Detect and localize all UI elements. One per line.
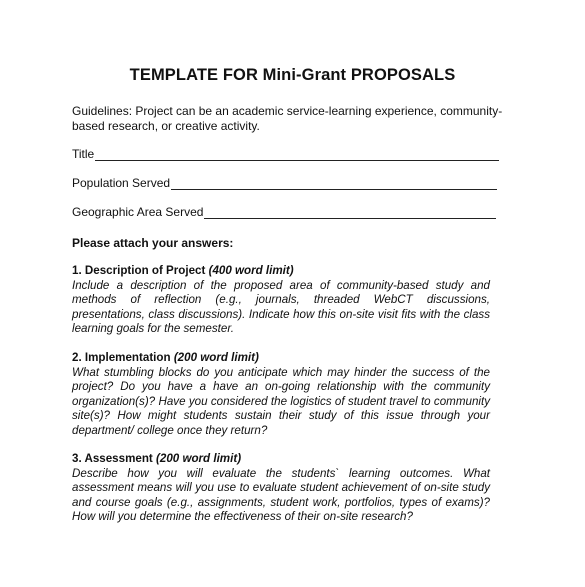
title-field-label: Title bbox=[72, 147, 95, 161]
section-body: Describe how you will evaluate the students` learning outcomes. What assessment means will you use to evaluate student achievement of on-site study and course goals (e.g., assignments, student work, portfolios, types of exams)? How will you determine the effectiveness of their on-site research? bbox=[72, 466, 490, 524]
geographic-field bbox=[72, 205, 496, 219]
section-heading-text: 3. Assessment bbox=[72, 452, 153, 465]
section-description bbox=[72, 264, 490, 337]
section-body: What stumbling blocks do you anticipate which may hinder the success of the project? Do you have a have an on-going relationship with the community organization(s)? Have you considered the logistics of student travel to community site(s)? How might students sustain their study of this issue through your department/ college once they return? bbox=[72, 365, 490, 437]
title-field-line bbox=[95, 149, 499, 161]
section-heading-text: 1. Description of Project bbox=[72, 264, 206, 277]
section-heading bbox=[72, 264, 490, 279]
geographic-field-label: Geographic Area Served bbox=[72, 205, 204, 219]
title-field bbox=[72, 147, 499, 161]
population-field-label: Population Served bbox=[72, 176, 171, 190]
section-word-limit: (400 word limit) bbox=[208, 264, 294, 277]
population-field-line bbox=[171, 178, 497, 190]
attach-heading: Please attach your answers: bbox=[72, 236, 234, 250]
population-field bbox=[72, 176, 497, 190]
document-title: TEMPLATE FOR Mini-Grant PROPOSALS bbox=[129, 66, 456, 84]
section-word-limit: (200 word limit) bbox=[156, 452, 242, 465]
guidelines-text: Guidelines: Project can be an academic service-learning experience, community-based research, or creative activity. bbox=[72, 104, 503, 133]
section-implementation bbox=[72, 351, 490, 439]
section-body: Include a description of the proposed area of community-based study and methods of reflection (e.g., journals, threaded WebCT discussions, presentations, class discussions). Indicate how this on-site visit fits with the class learning goals for the semester. bbox=[72, 278, 490, 336]
section-assessment bbox=[72, 452, 490, 525]
section-heading-text: 2. Implementation bbox=[72, 351, 171, 364]
section-heading bbox=[72, 452, 490, 467]
geographic-field-line bbox=[204, 207, 496, 219]
section-heading bbox=[72, 351, 490, 366]
section-word-limit: (200 word limit) bbox=[173, 351, 259, 364]
